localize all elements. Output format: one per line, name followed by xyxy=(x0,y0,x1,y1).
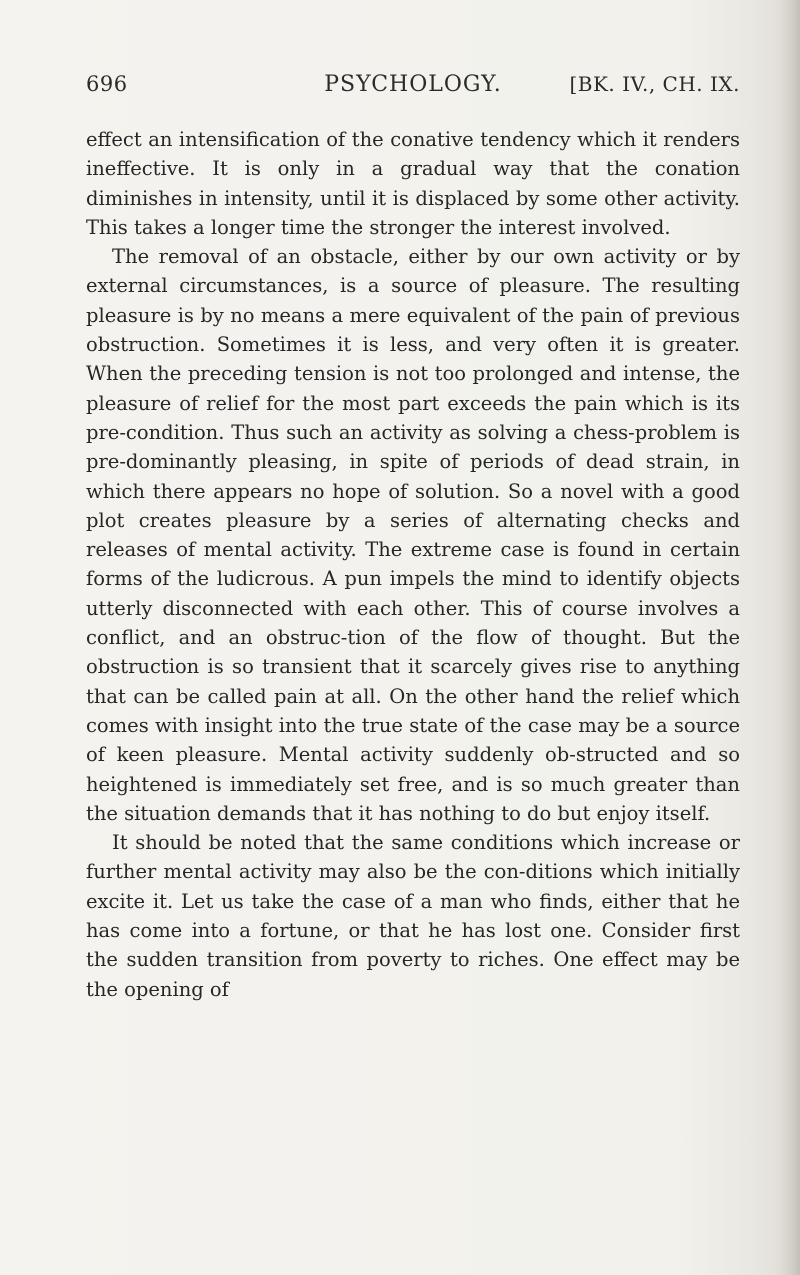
body-text xyxy=(86,125,740,1004)
section-reference: [BK. IV., CH. IX. xyxy=(569,72,740,96)
paragraph-continued: effect an intensification of the conative tendency which it renders ineffective. It is only in a gradual way that the conation diminishes in intensity, until it is displaced by some other activity. This takes a longer time the stronger the interest involved. xyxy=(86,128,740,239)
page-edge-shadow xyxy=(778,0,800,1275)
running-header xyxy=(86,72,740,108)
paragraph-conditions: It should be noted that the same conditions which increase or further mental activity may also be the con-ditions which initially excite it. Let us take the case of a man who finds, either that he has come into a fortune, or that he has lost one. Consider first the sudden transition from poverty to riches. One effect may be the opening of xyxy=(86,831,740,1001)
running-title: PSYCHOLOGY. xyxy=(324,72,502,97)
paragraph-obstacle-removal: The removal of an obstacle, either by our own activity or by external circumstances, is a source of pleasure. The resulting pleasure is by no means a mere equivalent of the pain of previous obstruction. Sometimes it is less, and very often it is greater. When the preceding tension is not too prolonged and intense, the pleasure of relief for the most part exceeds the pain which is its pre-condition. Thus such an activity as solving a chess-problem is pre-dominantly pleasing, in spite of periods of dead strain, in which there appears no hope of solution. So a novel with a good plot creates pleasure by a series of alternating checks and releases of mental activity. The extreme case is found in certain forms of the ludicrous. A pun impels the mind to identify objects utterly disconnected with each other. This of course involves a conflict, and an obstruc-tion of the flow of thought. But the obstruction is so transient that it scarcely gives rise to anything that can be called pain at all. On the other hand the relief which comes with insight into the true state of the case may be a source of keen pleasure. Mental activity suddenly ob-structed and so heightened is immediately set free, and is so much greater than the situation demands that it has nothing to do but enjoy itself. xyxy=(86,245,740,825)
page-number: 696 xyxy=(86,72,128,96)
